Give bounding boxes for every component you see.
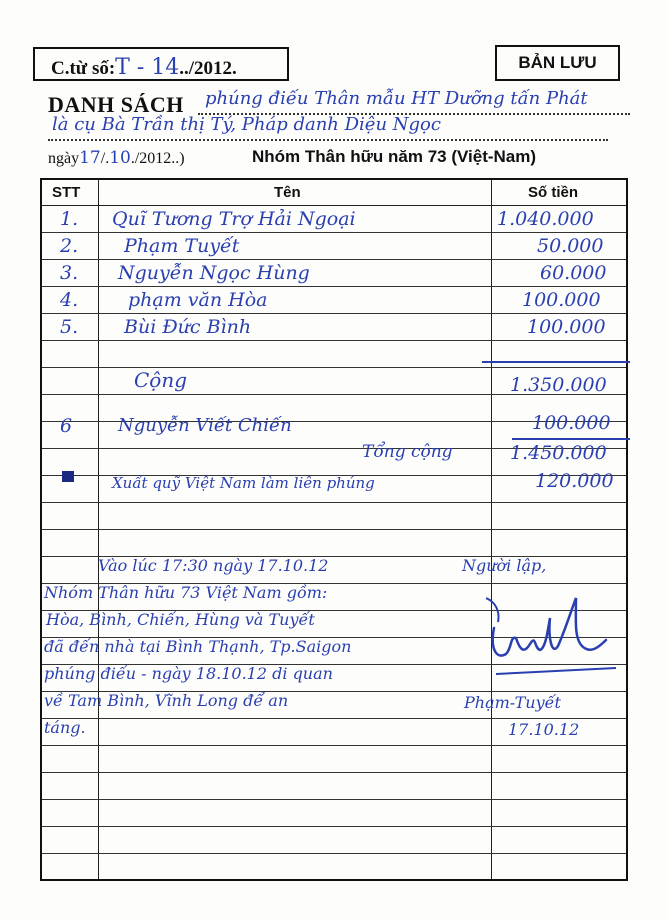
note-line-7: táng. bbox=[44, 718, 86, 737]
header-name: Tên bbox=[274, 184, 301, 201]
note-line-4: đã đến nhà tại Bình Thạnh, Tp.Saigon bbox=[44, 637, 352, 656]
row-line bbox=[42, 529, 626, 530]
row-3-stt: 3. bbox=[60, 262, 79, 284]
row-1-name: Quĩ Tương Trợ Hải Ngoại bbox=[112, 208, 356, 230]
signer-date: 17.10.12 bbox=[508, 720, 580, 739]
row-line bbox=[42, 853, 626, 854]
header-divider bbox=[42, 205, 626, 206]
voucher-label: C.từ số: bbox=[51, 58, 116, 79]
note-line-2: Nhóm Thân hữu 73 Việt Nam gồm: bbox=[44, 583, 328, 602]
row-line bbox=[42, 259, 626, 260]
date-row: ngày17/.10./2012..) bbox=[48, 148, 185, 168]
note-line-6: về Tam Bình, Vĩnh Long để an bbox=[44, 691, 289, 710]
row-line bbox=[42, 772, 626, 773]
row-1-stt: 1. bbox=[60, 208, 79, 230]
title-line-2: là cụ Bà Trần thị Tý, Pháp danh Diệu Ngọc bbox=[52, 114, 441, 135]
row-2-stt: 2. bbox=[60, 235, 79, 257]
date-label: ngày bbox=[48, 150, 80, 167]
row-line bbox=[42, 718, 626, 719]
row-4-stt: 4. bbox=[60, 289, 79, 311]
row-5-stt: 5. bbox=[60, 316, 79, 338]
total-label: Tổng cộng bbox=[362, 442, 453, 462]
row-4-amount: 100.000 bbox=[522, 289, 601, 311]
row-4-name: phạm văn Hòa bbox=[128, 289, 268, 311]
row-2-amount: 50.000 bbox=[537, 235, 604, 257]
row-line bbox=[42, 745, 626, 746]
signer-name: Phạm-Tuyết bbox=[464, 693, 561, 712]
total-amount: 1.450.000 bbox=[510, 442, 607, 464]
title-line-1: phúng điếu Thân mẫu HT Dưỡng tấn Phát bbox=[205, 88, 588, 109]
row-line bbox=[42, 799, 626, 800]
row-6-amount: 100.000 bbox=[532, 412, 611, 434]
row-5-name: Bùi Đức Bình bbox=[124, 316, 252, 338]
donation-table bbox=[40, 178, 628, 881]
row-line bbox=[42, 340, 626, 341]
row-3-amount: 60.000 bbox=[540, 262, 607, 284]
voucher-year: ../2012. bbox=[179, 58, 237, 79]
row-6-stt: 6 bbox=[60, 415, 73, 437]
note-line-1: Vào lúc 17:30 ngày 17.10.12 bbox=[98, 556, 329, 575]
date-year: /2012..) bbox=[134, 150, 185, 167]
document-title-label: DANH SÁCH bbox=[48, 92, 184, 117]
note-line-3: Hòa, Bình, Chiến, Hùng và Tuyết bbox=[46, 610, 315, 629]
row-1-amount: 1.040.000 bbox=[497, 208, 594, 230]
signature-icon bbox=[486, 588, 626, 678]
row-line bbox=[42, 826, 626, 827]
voucher-number: T - 14 bbox=[115, 55, 180, 80]
row-6-name: Nguyễn Viết Chiến bbox=[118, 415, 292, 436]
header-stt: STT bbox=[52, 184, 81, 201]
copy-stamp-box: BẢN LƯU bbox=[495, 45, 620, 81]
date-day: 17 bbox=[79, 148, 101, 168]
title-dotted-line-2 bbox=[48, 139, 608, 141]
row-8-name: Xuất quỹ Việt Nam làm liên phúng bbox=[112, 474, 375, 492]
row-3-name: Nguyễn Ngọc Hùng bbox=[118, 262, 310, 284]
row-line bbox=[42, 313, 626, 314]
subtotal-underline bbox=[482, 361, 630, 363]
note-line-5: phúng điếu - ngày 18.10.12 di quan bbox=[44, 664, 333, 683]
group-name: Nhóm Thân hữu năm 73 (Việt-Nam) bbox=[252, 147, 537, 166]
date-month: 10 bbox=[109, 148, 131, 168]
subtotal-label: Cộng bbox=[134, 368, 188, 392]
row-line bbox=[42, 502, 626, 503]
header-amount: Số tiền bbox=[528, 184, 579, 201]
row-line bbox=[42, 286, 626, 287]
total-underline bbox=[512, 438, 630, 440]
row-line bbox=[42, 232, 626, 233]
signer-title: Người lập, bbox=[462, 556, 547, 575]
subtotal-amount: 1.350.000 bbox=[510, 374, 607, 396]
voucher-number-box bbox=[33, 47, 289, 81]
row-line bbox=[42, 367, 626, 368]
row-checkbox-icon bbox=[62, 471, 74, 482]
row-8-amount: 120.000 bbox=[535, 470, 614, 492]
row-5-amount: 100.000 bbox=[527, 316, 606, 338]
row-2-name: Phạm Tuyết bbox=[124, 235, 240, 257]
